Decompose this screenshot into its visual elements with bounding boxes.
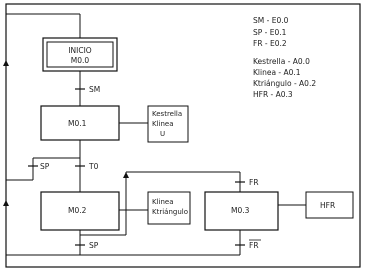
action-3-label: HFR [320, 201, 336, 210]
transition-sm-label: SM [89, 85, 101, 94]
action-2-line2: Ktriángulo [152, 208, 188, 216]
legend-sm: SM - E0.0 [253, 16, 289, 25]
transition-fr-neg-label: FR [249, 241, 259, 250]
legend-ktriangulo: Ktriángulo - A0.2 [253, 79, 317, 88]
legend [253, 16, 316, 99]
action-1-line3: U [160, 130, 166, 138]
step-inicio-label2: M0.0 [70, 56, 90, 65]
arrow-up-icon [123, 172, 129, 178]
transition-sp-left-label: SP [40, 162, 50, 171]
legend-sp: SP - E0.1 [253, 28, 287, 37]
step-m03-label: M0.3 [231, 206, 250, 215]
action-1-line1: Kestrella [152, 110, 183, 118]
legend-fr: FR - E0.2 [253, 39, 287, 48]
step-m02-label: M0.2 [68, 206, 87, 215]
action-1-line2: Klinea [152, 120, 174, 128]
legend-hfr: HFR - A0.3 [253, 90, 293, 99]
transition-sp-bottom-label: SP [89, 241, 99, 250]
action-2-line1: Klinea [152, 198, 174, 206]
step-m01-label: M0.1 [68, 119, 87, 128]
transition-t0-label: T0 [89, 162, 99, 171]
step-inicio-label1: INICIO [68, 46, 92, 55]
legend-klinea: Klinea - A0.1 [253, 68, 301, 77]
arrow-up-icon [3, 60, 9, 66]
arrow-up-icon [3, 200, 9, 206]
legend-kestrella: Kestrella - A0.0 [253, 57, 310, 66]
transition-fr-label: FR [249, 178, 259, 187]
